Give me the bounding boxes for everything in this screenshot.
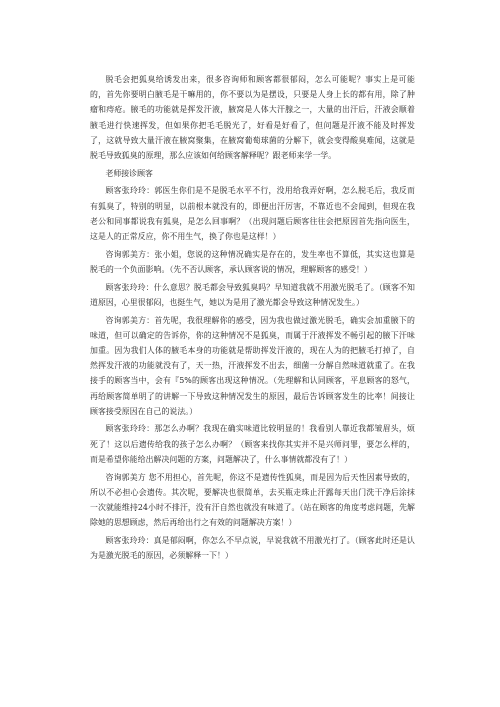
dialogue-paragraph-consultant-2: 咨询郭美方：首先呢，我很理解你的感受，因为我也做过激光脱毛，确实会加重腋下的味道，但可以确定的告诉你，你的这种情况不是狐臭，而属于汗液挥发不畅引起的腋下汗味加重。因为我们人体的腋毛本身的功能就是帮助挥发汗液的，现在人为的把腋毛打掉了，自然挥发汗液的功能就没有了，天一热，汗液挥发不出去，细菌一分解自然味道就重了。在我接手的顾客当中，会有『5%的顾客出现这种情况。（先理解和认同顾客，平息顾客的怒气，再给顾客简单明了的讲解一下导致这种情况发生的原因，最后告诉顾客发生的比率！间接让顾客接受原因在自己的说法。） [90,315,415,416]
dialogue-paragraph-customer-1: 顾客张玲玲：郭医生你们是不是脱毛水平不行，没用给我弄好啊，怎么脱毛后，我反而有狐臭了，特别的明显，以前根本就没有的，即便出汗厉害，不靠近也不会闻到，但现在我老公和同事都说我有狐臭，是怎么回事啊？（出现问题后顾客往往会把原因首先指向医生，这是人的正常反应，你不用生气，换了你也是这样！） [90,186,415,242]
dialogue-paragraph-customer-2: 顾客张玲玲：什么意思？脱毛都会导致狐臭吗？早知道我就不用激光脱毛了。（顾客不知道原因，心里很郁闷，也挺生气，她以为是用了激光都会导致这种情况发生。） [90,282,415,307]
dialogue-paragraph-consultant-3: 咨询郭美方 您不用担心，首先呢，你这不是遗传性狐臭，而是因为后天性因素导致的，所以不必担心会遗传。其次呢，要解决也很简单，去买瓶走珠止汗露每天出门洗干净后涂抹一次就能维持24小时不排汗，没有汗自然也就没有味道了。（站在顾客的角度考虑问题，先解除她的思想顾虑，然后再给出行之有效的问题解决方案！） [90,472,415,528]
intro-paragraph: 脱毛会把狐臭给诱发出来，很多咨询师和顾客都很郁闷，怎么可能呢？事实上是可能的，首先你要明白腋毛是干嘛用的，你不要以为是摆设，只要是人身上长的都有用，除了肿瘤和痔疮。腋毛的功能就是挥发汗液，腋窝是人体大汗腺之一，大量的出汗后，汗液会顺着腋毛进行快速挥发，但如果你把毛毛脱光了，好看是好看了，但问题是汗液不能及时挥发了，这就导致大量汗液在腋窝聚集，在腋窝葡萄球菌的分解下，就会变得酸臭难闻，这就是脱毛导致狐臭的原理，那么应该如何给顾客解释呢？跟老师来学一学。 [90,75,415,161]
document-page [90,72,415,566]
section-heading: 老师接诊顾客 [105,168,153,178]
dialogue-paragraph-consultant-1: 咨询郭美方：张小姐，您说的这种情况确实是存在的，发生率也不算低，其实这也算是脱毛的一个负面影响。（先不否认顾客，承认顾客说的情况，理解顾客的感受！） [90,249,415,274]
dialogue-paragraph-customer-3: 顾客张玲玲：那怎么办啊？我现在确实味道比较明显的！我看别人靠近我都皱眉头，烦死了！这以后遗传给我的孩子怎么办啊？（顾客来找你其实并不是兴师问罪，要怎么样的，而是希望你能给出解决问题的方案，问题解决了，什么事情就都没有了！） [90,424,415,464]
dialogue-paragraph-customer-4: 顾客张玲玲：真是郁闷啊，你怎么不早点说，早说我就不用激光打了。（顾客此时还是认为是激光脱毛的原因，必须解释一下！） [90,535,415,561]
